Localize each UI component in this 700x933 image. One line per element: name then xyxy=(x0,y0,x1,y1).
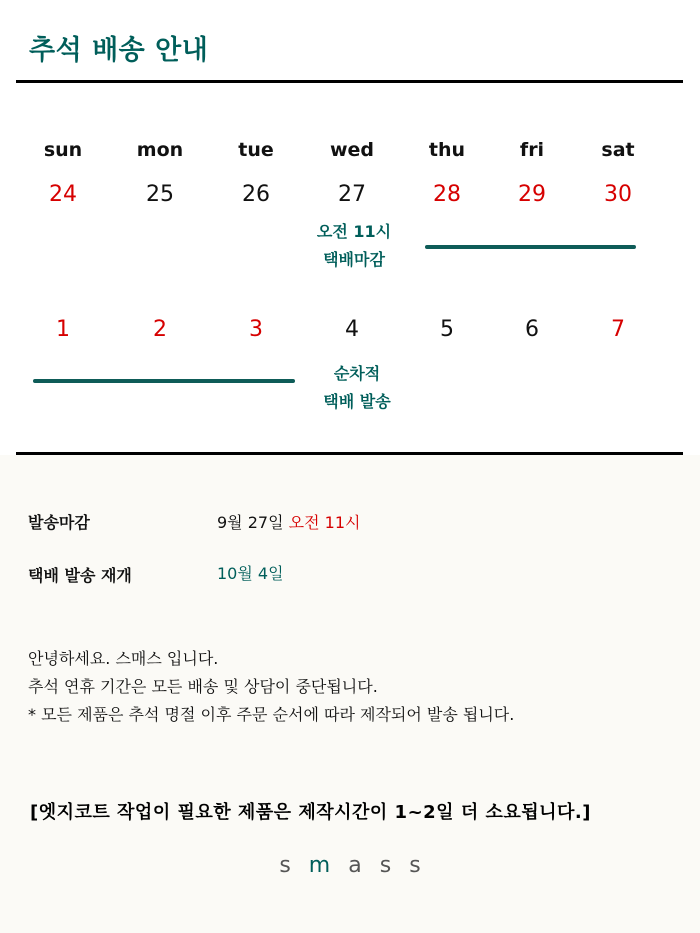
holiday-bar-week2 xyxy=(33,379,295,383)
calendar-date: 26 xyxy=(242,182,270,207)
calendar-date: 25 xyxy=(146,182,174,207)
smass-logo xyxy=(279,853,420,878)
logo-letter: s xyxy=(279,853,291,878)
notice-line: 안녕하세요. 스매스 입니다. xyxy=(28,649,219,668)
resume-note-line2: 택배 발송 xyxy=(323,392,391,411)
deadline-note-time: 오전 11시 xyxy=(316,222,392,241)
logo-letter: a xyxy=(348,853,362,878)
calendar-date: 28 xyxy=(433,182,461,207)
day-name-sun: sun xyxy=(43,139,83,161)
calendar-date: 6 xyxy=(525,317,539,342)
day-name-mon: mon xyxy=(136,139,184,161)
deadline-label: 발송마감 xyxy=(28,513,90,532)
deadline-date: 9월 27일 xyxy=(217,513,284,532)
deadline-note-label: 택배마감 xyxy=(323,250,385,269)
resume-date: 10월 4일 xyxy=(217,564,284,583)
edge-coat-notice: [엣지코트 작업이 필요한 제품은 제작시간이 1~2일 더 소요됩니다.] xyxy=(30,802,591,823)
calendar-date: 1 xyxy=(56,317,70,342)
day-name-sat: sat xyxy=(601,139,635,161)
day-name-thu: thu xyxy=(428,139,466,161)
logo-letter: m xyxy=(308,853,331,878)
bottom-divider xyxy=(16,452,683,455)
calendar-date: 2 xyxy=(153,317,167,342)
day-name-tue: tue xyxy=(238,139,274,161)
notice-line: * 모든 제품은 추석 명절 이후 주문 순서에 따라 제작되어 발송 됩니다. xyxy=(28,705,515,724)
notice-line: 추석 연휴 기간은 모든 배송 및 상담이 중단됩니다. xyxy=(28,677,378,696)
holiday-bar-week1 xyxy=(425,245,636,249)
logo-letter: s xyxy=(409,853,421,878)
calendar-date: 3 xyxy=(249,317,263,342)
calendar-date: 27 xyxy=(338,182,366,207)
deadline-time: 오전 11시 xyxy=(288,513,361,532)
day-name-wed: wed xyxy=(329,139,375,161)
page-title: 추석 배송 안내 xyxy=(29,35,209,66)
resume-note-line1: 순차적 xyxy=(333,364,381,383)
logo-letter: s xyxy=(379,853,392,878)
calendar-date: 7 xyxy=(611,317,625,342)
resume-note xyxy=(323,360,390,416)
deadline-note xyxy=(317,218,391,274)
top-divider xyxy=(16,80,683,83)
calendar-date: 30 xyxy=(604,182,632,207)
calendar-date: 5 xyxy=(440,317,454,342)
calendar-date: 4 xyxy=(345,317,359,342)
calendar-date: 29 xyxy=(518,182,546,207)
calendar-date: 24 xyxy=(49,182,77,207)
day-name-fri: fri xyxy=(519,139,545,161)
notice-text xyxy=(28,645,514,729)
resume-label: 택배 발송 재개 xyxy=(28,566,132,585)
deadline-value xyxy=(217,510,360,533)
